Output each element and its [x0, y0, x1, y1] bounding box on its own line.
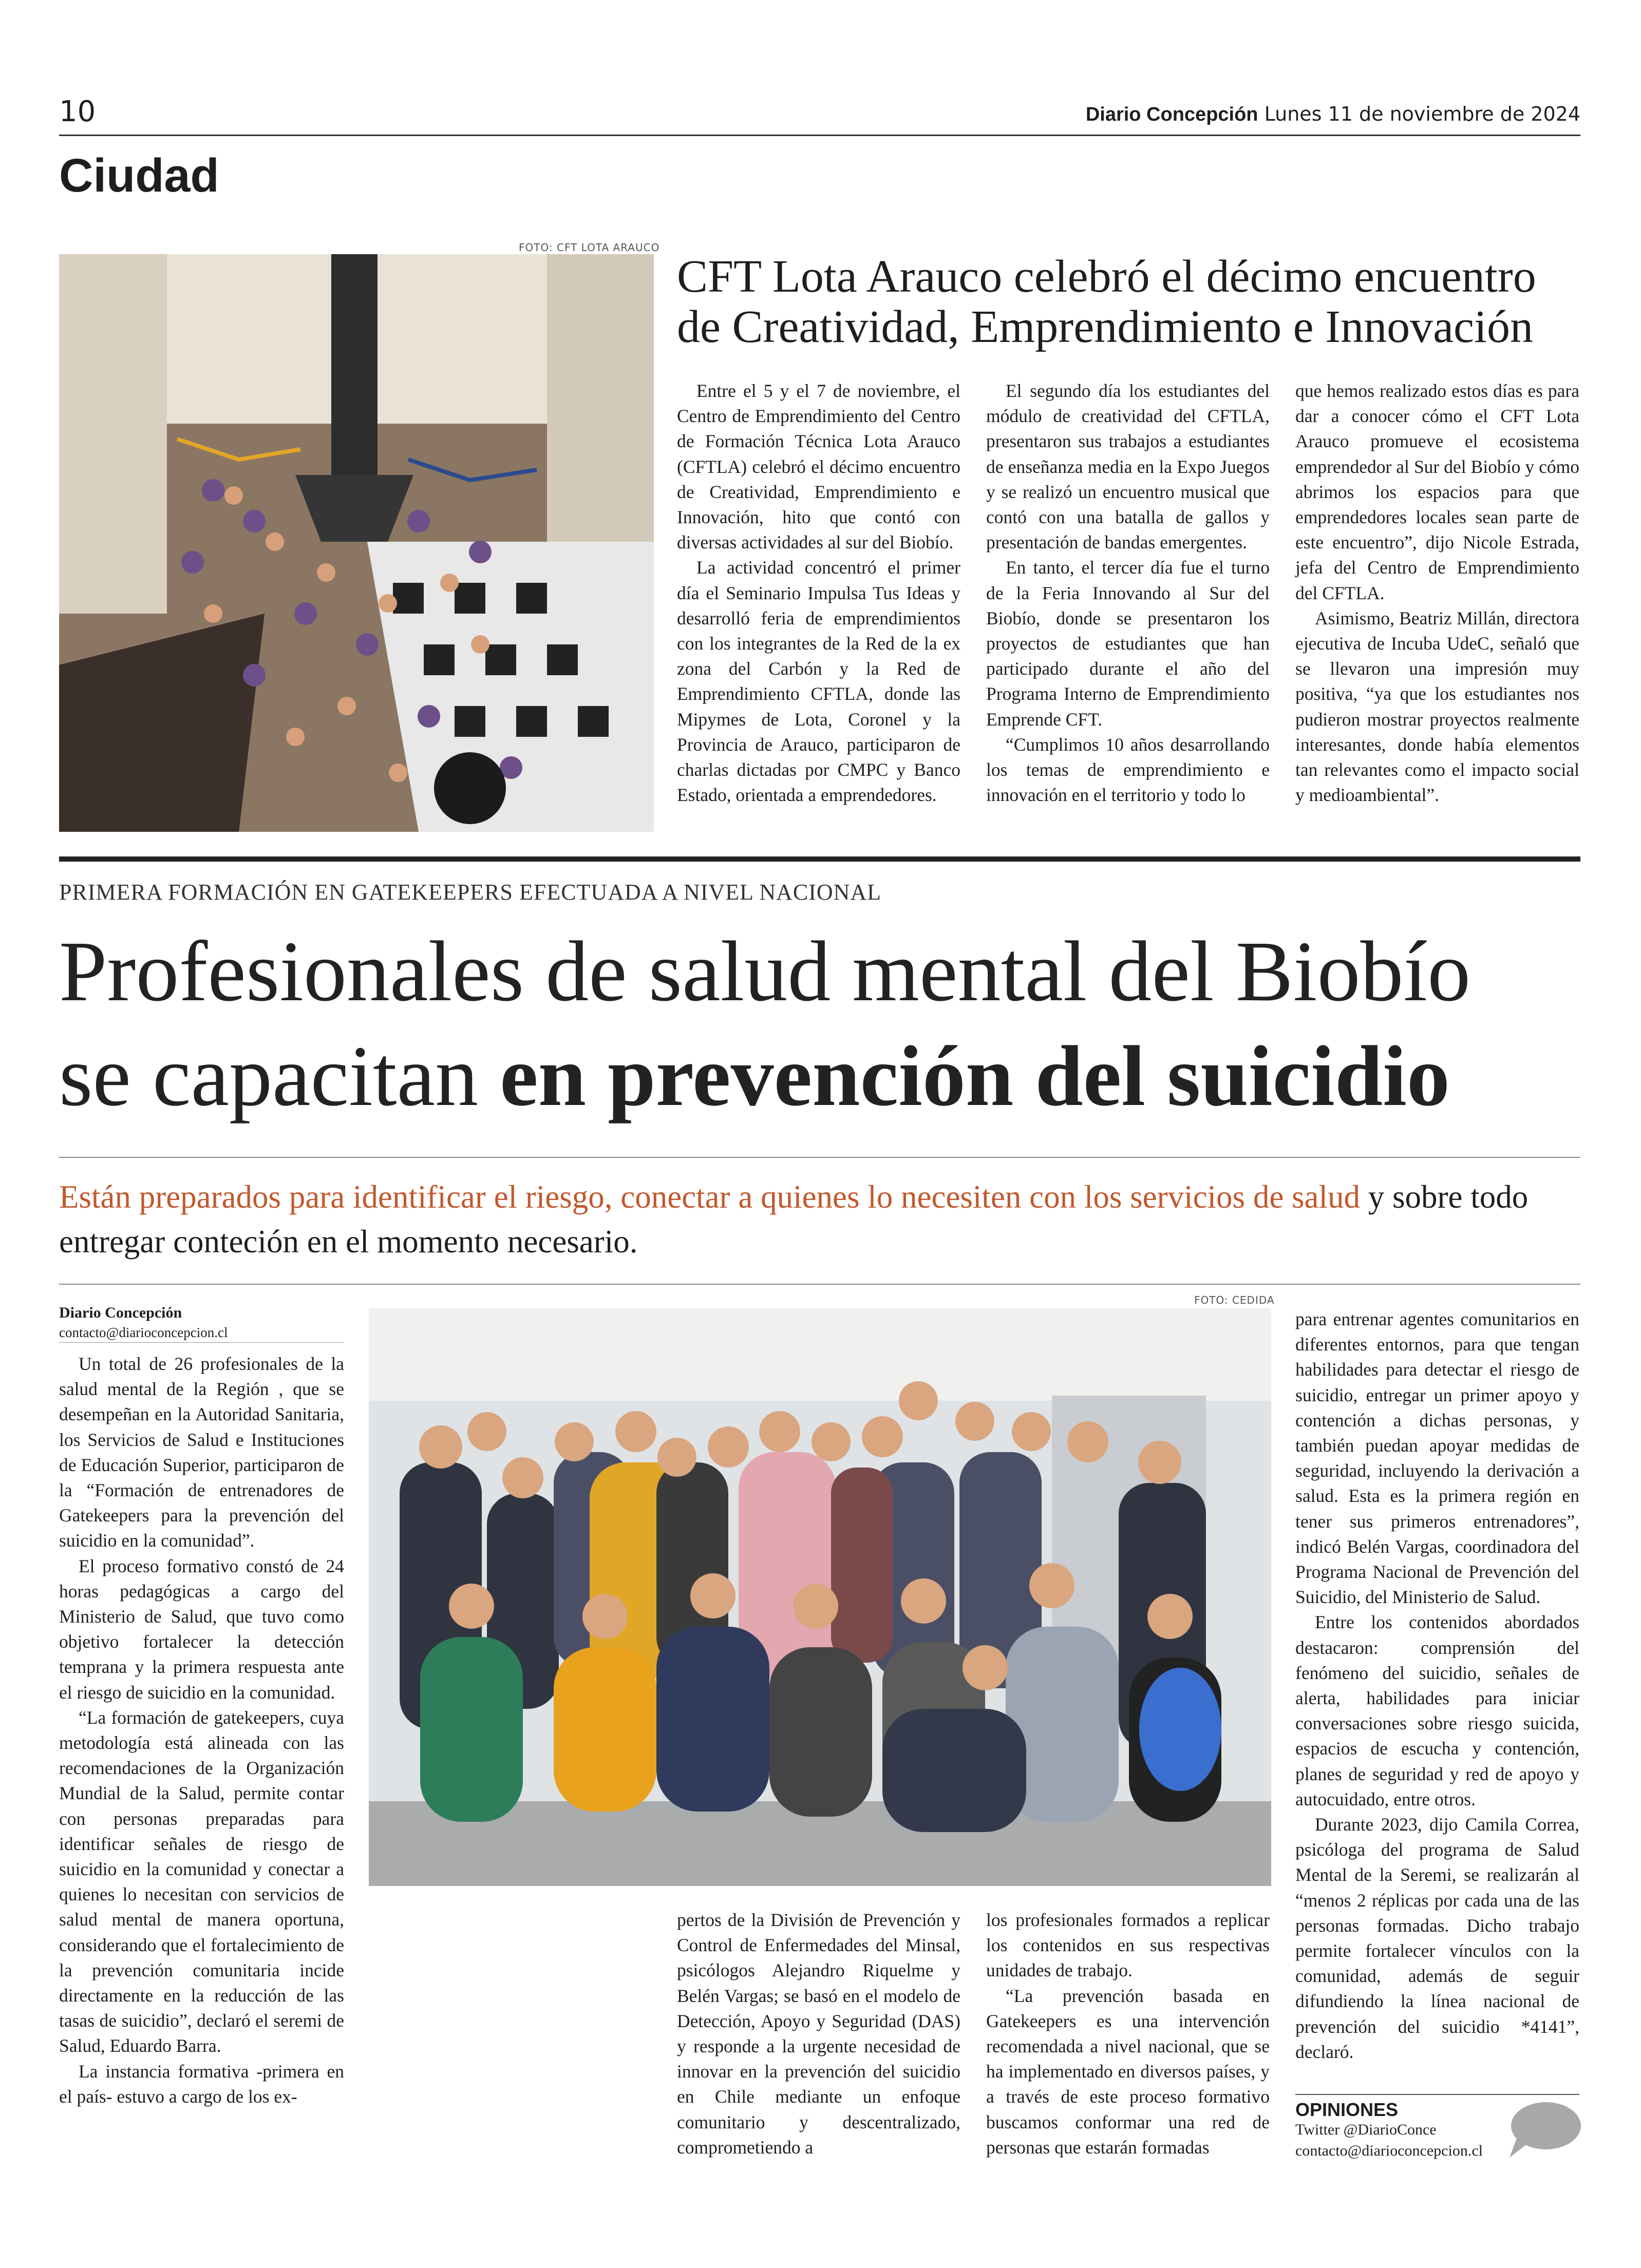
section-title: Ciudad: [59, 149, 219, 202]
paragraph: que hemos realizado estos días es para dar a conocer cómo el CFT Lota Arauco promueve el ecosistema emprendedor al Sur del Biobío y cómo abrimos los espacios para que emprendedores locales sean parte de este encuentro”, dijo Nicole Estrada, jefa del Centro de Emprendimiento del CFTLA.: [1295, 380, 1579, 603]
event-photo: [59, 254, 654, 832]
opinions-rule: [1295, 2094, 1579, 2095]
top-article-column-2: [986, 378, 1270, 808]
page-number: 10: [59, 95, 96, 128]
paragraph: los profesionales formados a replicar los contenidos en sus respectivas unidades de trabajo.: [986, 1910, 1270, 1981]
byline: Diario Concepción: [59, 1304, 182, 1321]
headline-regular: se capacitan: [59, 1028, 500, 1124]
opinions-email: contacto@diarioconcepcion.cl: [1295, 2142, 1483, 2159]
paragraph: “Cumplimos 10 años desarrollando los temas de emprendimiento e innovación en el territorio y todo lo: [986, 734, 1270, 806]
paragraph: Entre los contenidos abordados destacaron: comprensión del fenómeno del suicidio, señales de alerta, habilidades para iniciar conversaciones sobre riesgo suicida, espacios de escucha y contención, planes de seguridad y red de apoyo y autocuidado, entre otros.: [1295, 1612, 1579, 1809]
paragraph: En tanto, el tercer día fue el turno de la Feria Innovando al Sur del Biobío, donde se presentaron los proyectos de estudiantes que han participado durante el año del Programa Interno de Emprendimiento Emprende CFT.: [986, 557, 1270, 730]
paragraph: El proceso formativo constó de 24 horas pedagógicas a cargo del Ministerio de Salud, que tuvo como objetivo fortalecer la detección temprana y la primera respuesta ante el riesgo de suicidio en la comunidad.: [59, 1555, 344, 1703]
top-article-column-3: [1295, 378, 1579, 808]
headline-bold: en prevención del suicidio: [500, 1028, 1450, 1124]
photo-credit: FOTO: CEDIDA: [1194, 1294, 1275, 1306]
paragraph: Durante 2023, dijo Camila Correa, psicóloga del programa de Salud Mental de la Seremi, se realizarán al “menos 2 réplicas por cada una de las personas formadas. Dicho trabajo permite fortalecer vínculos con la comunidad, además de seguir difundiendo la línea nacional de prevención del suicidio *4141”, declaró.: [1295, 1814, 1579, 2062]
paragraph: Un total de 26 profesionales de la salud mental de la Región , que se desempeñan en la Autoridad Sanitaria, los Servicios de Salud e Instituciones de Educación Superior, participaron de la “Formación de entrenadores de Gatekeepers para la prevención del suicidio en la comunidad”.: [59, 1354, 344, 1551]
kicker: PRIMERA FORMACIÓN EN GATEKEEPERS EFECTUADA A NIVEL NACIONAL: [59, 880, 882, 905]
headline: [59, 919, 1600, 1129]
headline-line-1: Profesionales de salud mental del Biobío: [59, 924, 1471, 1019]
issue-date: Lunes 11 de noviembre de 2024: [1264, 103, 1580, 125]
deck-rest: y sobre todo entregar conteción en el momento necesario.: [59, 1179, 1529, 1260]
paragraph: El segundo día los estudiantes del módulo de creatividad del CFTLA, presentaron sus trabajos a estudiantes de enseñanza media en la Expo Juegos y se realizó un encuentro musical que contó con una batalla de gallos y presentación de bandas emergentes.: [986, 380, 1270, 553]
article-separator: [59, 856, 1580, 862]
speech-bubble-icon: [1507, 2101, 1582, 2160]
main-column-4: [1295, 1307, 1579, 2065]
byline-email: contacto@diarioconcepcion.cl: [59, 1325, 228, 1340]
photo-credit: FOTO: CFT LOTA ARAUCO: [519, 241, 660, 254]
main-column-2: [677, 1908, 960, 2160]
top-article-title: CFT Lota Arauco celebró el décimo encuentro de Creatividad, Emprendimiento e Innovación: [677, 251, 1536, 352]
paragraph: pertos de la División de Prevención y Control de Enfermedades del Minsal, psicólogos Alejandro Riquelme y Belén Vargas; se basó en el modelo de Detección, Apoyo y Seguridad (DAS) y responde a la urgente necesidad de innovar en la prevención del suicidio en Chile mediante un enfoque comunitario y descentralizado, comprometiendo a: [677, 1910, 960, 2158]
publication-name: Diario Concepción: [1085, 104, 1258, 125]
opinions-title: OPINIONES: [1295, 2099, 1399, 2120]
paragraph: Asimismo, Beatriz Millán, directora ejecutiva de Incuba UdeC, señaló que se llevaron una impresión muy positiva, “ya que los estudiantes nos pudieron mostrar proyectos realmente interesantes, donde había elementos tan relevantes como el impacto social y medioambiental”.: [1295, 607, 1579, 806]
paragraph: La actividad concentró el primer día el Seminario Impulsa Tus Ideas y desarrolló feria de emprendimientos con los integrantes de la Red de la ex zona del Carbón y la Red de Emprendimiento CFTLA, donde las Mipymes de Lota, Coronel y la Provincia de Arauco, participaron de charlas dictadas por CMPC y Banco Estado, orientada a emprendedores.: [677, 557, 960, 806]
masthead: [1086, 103, 1580, 126]
group-photo: [369, 1308, 1271, 1886]
paragraph: “La formación de gatekeepers, cuya metodología está alineada con las recomendaciones de la Organización Mundial de la Salud, permite contar con personas preparadas para identificar señales de riesgo de suicidio en la comunidad y conectar a quienes lo necesitan con servicios de salud mental de manera oportuna, considerando que el fortalecimiento de la prevención comunitaria incide directamente en la reducción de las tasas de suicidio”, declaró el seremi de Salud, Eduardo Barra.: [59, 1707, 344, 2056]
main-column-3: [986, 1908, 1270, 2160]
header-rule: [59, 135, 1580, 136]
top-article-column-1: [677, 378, 960, 808]
paragraph: “La prevención basada en Gatekeepers es una intervención recomendada a nivel nacional, que se ha implementado en diversos países, y a través de este proceso formativo buscamos conformar una red de personas que estarán formadas: [986, 1985, 1270, 2158]
headline-line-2: [59, 1024, 1600, 1129]
paragraph: para entrenar agentes comunitarios en diferentes entornos, para que tengan habilidades para detectar el riesgo de suicidio, entregar un primer apoyo y contención a dichas personas, y también puedan apoyar medidas de seguridad, incluyendo la derivación a salud. Esta es la primera región en tener sus primeros entrenadores”, indicó Belén Vargas, coordinadora del Programa Nacional de Prevención del Suicidio, del Ministerio de Salud.: [1295, 1309, 1579, 1608]
paragraph: La instancia formativa -primera en el país- estuvo a cargo de los ex-: [59, 2061, 344, 2107]
headline-rule: [59, 1157, 1580, 1158]
byline-rule: [59, 1342, 344, 1343]
deck-rule: [59, 1284, 1580, 1285]
main-column-1: [59, 1351, 344, 2109]
deck: [59, 1175, 1579, 1264]
deck-highlight: Están preparados para identificar el riesgo, conectar a quienes lo necesiten con los servicios de salud: [59, 1179, 1361, 1215]
opinions-twitter: Twitter @DiarioConce: [1295, 2121, 1437, 2138]
paragraph: Entre el 5 y el 7 de noviembre, el Centro de Emprendimiento del Centro de Formación Técnica Lota Arauco (CFTLA) celebró el décimo encuentro de Creatividad, Emprendimiento e Innovación, hito que contó con diversas actividades al sur del Biobío.: [677, 380, 960, 553]
